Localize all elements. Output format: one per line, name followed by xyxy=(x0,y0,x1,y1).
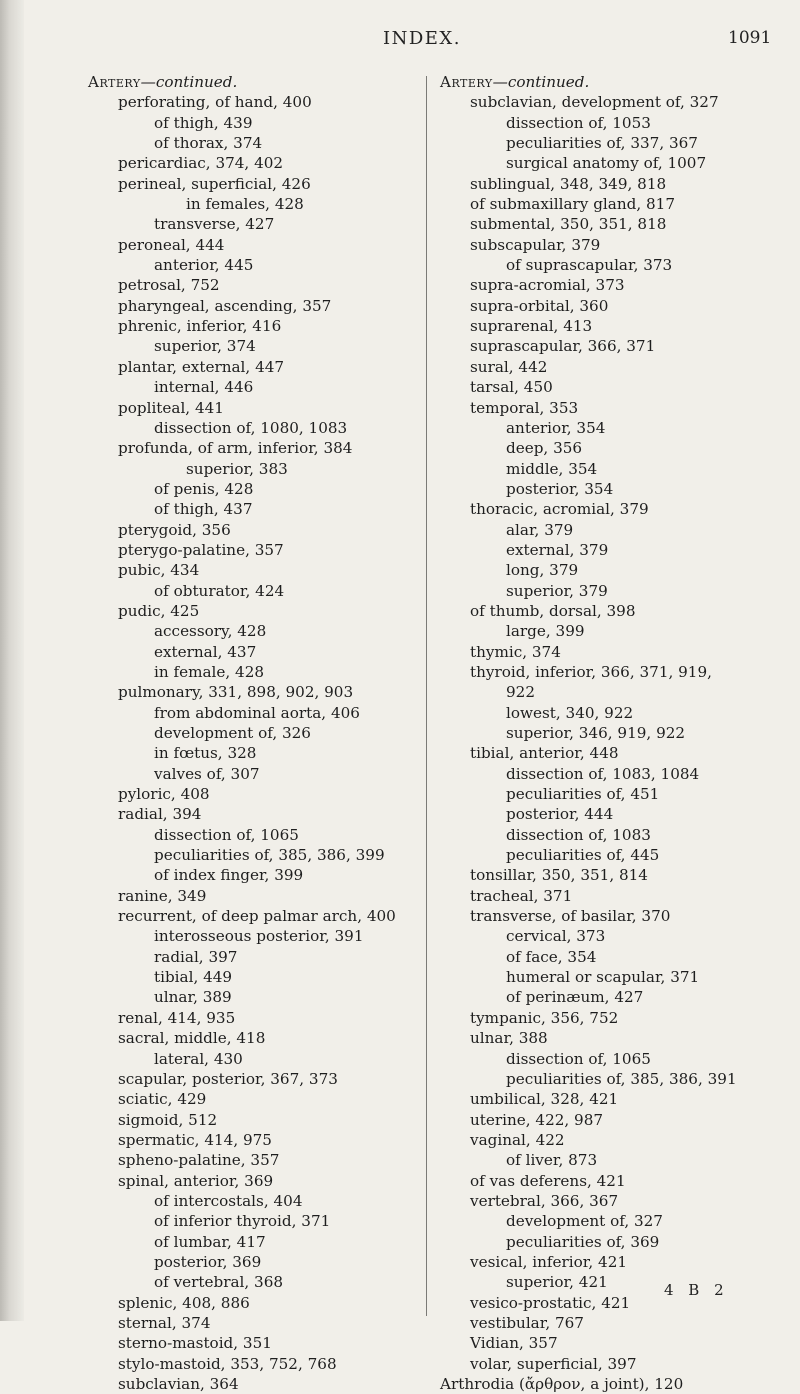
index-entry: splenic, 408, 886 xyxy=(118,1293,250,1312)
index-entry: petrosal, 752 xyxy=(118,276,220,295)
index-entry: peculiarities of, 385, 386, 391 xyxy=(506,1069,737,1088)
index-entry: dissection of, 1083, 1084 xyxy=(506,764,700,783)
index-entry: tibial, anterior, 448 xyxy=(470,744,619,763)
index-entry: of thigh, 439 xyxy=(154,113,253,132)
index-entry: vaginal, 422 xyxy=(470,1130,565,1149)
index-entry: of thumb, dorsal, 398 xyxy=(470,601,636,620)
index-entry: pyloric, 408 xyxy=(118,785,210,804)
right-index-column xyxy=(440,72,785,1394)
index-entry: vestibular, 767 xyxy=(470,1313,584,1332)
index-entry: transverse, of basilar, 370 xyxy=(470,907,671,926)
index-entry: deep, 356 xyxy=(506,439,583,458)
index-entry: of intercostals, 404 xyxy=(154,1191,303,1210)
index-entry: peculiarities of, 385, 386, 399 xyxy=(154,846,385,865)
index-entry: popliteal, 441 xyxy=(118,398,224,417)
index-entry: suprascapular, 366, 371 xyxy=(470,337,656,356)
index-entry: sural, 442 xyxy=(470,357,548,376)
index-entry: lowest, 340, 922 xyxy=(506,703,634,722)
index-entry: middle, 354 xyxy=(506,459,598,478)
index-entry: cervical, 373 xyxy=(506,927,606,946)
index-entry: superior, 379 xyxy=(506,581,608,600)
column-divider xyxy=(426,76,427,1316)
index-entry: recurrent, of deep palmar arch, 400 xyxy=(118,907,396,926)
index-entry: anterior, 445 xyxy=(154,256,254,275)
index-entry: superior, 346, 919, 922 xyxy=(506,724,686,742)
index-entry: peculiarities of, 337, 367 xyxy=(506,134,698,153)
index-entry: spheno-palatine, 357 xyxy=(118,1151,280,1170)
continuation-heading xyxy=(440,72,785,92)
index-entry: renal, 414, 935 xyxy=(118,1008,236,1027)
index-entry: Arthrodia (ἄρθρον, a joint), 120 xyxy=(440,1375,684,1393)
index-entry: tibial, 449 xyxy=(154,968,233,987)
index-entry: of penis, 428 xyxy=(154,479,254,498)
index-entry: profunda, of arm, inferior, 384 xyxy=(118,439,353,458)
index-entry: pharyngeal, ascending, 357 xyxy=(118,296,332,315)
index-entry: of suprascapular, 373 xyxy=(506,256,673,275)
index-entry: peculiarities of, 445 xyxy=(506,846,660,865)
index-entry: posterior, 369 xyxy=(154,1252,262,1271)
index-entry: peroneal, 444 xyxy=(118,235,225,254)
index-entry: surgical anatomy of, 1007 xyxy=(506,154,707,173)
index-entry: tarsal, 450 xyxy=(470,378,553,397)
continuation-heading-note: —continued. xyxy=(140,73,238,91)
index-entry: umbilical, 328, 421 xyxy=(470,1090,619,1109)
index-entry: of submaxillary gland, 817 xyxy=(470,195,675,214)
page-header xyxy=(0,28,800,58)
index-entry: sternal, 374 xyxy=(118,1313,211,1332)
index-entry: anterior, 354 xyxy=(506,418,606,437)
index-entry: of index finger, 399 xyxy=(154,866,304,885)
left-index-column xyxy=(88,72,418,1394)
index-entry: thoracic, acromial, 379 xyxy=(470,500,649,519)
index-entry: temporal, 353 xyxy=(470,398,579,417)
index-entry: posterior, 354 xyxy=(506,479,614,498)
index-entry: thyroid, inferior, 366, 371, 919, xyxy=(470,662,712,681)
index-entry: superior, 374 xyxy=(154,337,256,356)
index-entry: dissection of, 1080, 1083 xyxy=(154,418,348,437)
index-entry: external, 437 xyxy=(154,642,257,661)
printer-signature-mark: 4 B 2 xyxy=(664,1281,729,1299)
index-entry: of perinæum, 427 xyxy=(506,988,644,1007)
index-entry: superior, 421 xyxy=(506,1273,608,1292)
index-entry: valves of, 307 xyxy=(154,764,260,783)
index-entry: lateral, 430 xyxy=(154,1049,243,1068)
index-entry: supra-orbital, 360 xyxy=(470,296,609,315)
index-entry: of obturator, 424 xyxy=(154,581,285,600)
index-entry: pubic, 434 xyxy=(118,561,200,580)
index-entry: pulmonary, 331, 898, 902, 903 xyxy=(118,683,354,702)
index-entry: spinal, anterior, 369 xyxy=(118,1171,274,1190)
index-entry: dissection of, 1065 xyxy=(154,825,299,844)
index-entry: vesico-prostatic, 421 xyxy=(470,1293,631,1312)
index-entry: supra-acromial, 373 xyxy=(470,276,625,295)
index-entry: uterine, 422, 987 xyxy=(470,1110,604,1129)
index-entry: tracheal, 371 xyxy=(470,886,573,905)
index-entry: from abdominal aorta, 406 xyxy=(154,703,360,722)
index-entry: dissection of, 1083 xyxy=(506,825,651,844)
index-entry: of vertebral, 368 xyxy=(154,1273,284,1292)
index-entry: pericardiac, 374, 402 xyxy=(118,154,284,173)
index-entry: ulnar, 389 xyxy=(154,988,232,1007)
index-entry: 922 xyxy=(506,683,535,702)
page-number: 1091 xyxy=(728,28,772,48)
index-entry: dissection of, 1065 xyxy=(506,1049,651,1068)
continuation-heading-term: Artery xyxy=(440,73,493,91)
index-entry: pterygo-palatine, 357 xyxy=(118,540,284,559)
index-entry: of liver, 873 xyxy=(506,1151,598,1170)
continuation-heading-note: —continued. xyxy=(492,73,590,91)
index-entry: phrenic, inferior, 416 xyxy=(118,317,282,336)
index-entry: in female, 428 xyxy=(154,662,265,681)
index-entry: tympanic, 356, 752 xyxy=(470,1008,619,1027)
index-entry: peculiarities of, 451 xyxy=(506,785,660,804)
index-entry: radial, 397 xyxy=(154,947,238,966)
index-entry: ulnar, 388 xyxy=(470,1029,548,1048)
index-entry: long, 379 xyxy=(506,561,579,580)
index-entry: transverse, 427 xyxy=(154,215,275,234)
index-entry: pterygoid, 356 xyxy=(118,520,231,539)
index-entry: sublingual, 348, 349, 818 xyxy=(470,174,667,193)
continuation-heading-term: Artery xyxy=(88,73,141,91)
index-entry: pudic, 425 xyxy=(118,601,200,620)
index-entry: perforating, of hand, 400 xyxy=(118,93,312,112)
index-entry: of thigh, 437 xyxy=(154,500,253,519)
index-entry: posterior, 444 xyxy=(506,805,614,824)
index-entry: subclavian, 364 xyxy=(118,1375,239,1393)
index-entry: interosseous posterior, 391 xyxy=(154,927,364,946)
index-entry: radial, 394 xyxy=(118,805,202,824)
index-entry: alar, 379 xyxy=(506,520,574,539)
index-entry: accessory, 428 xyxy=(154,622,267,641)
index-entry: in fœtus, 328 xyxy=(154,744,257,763)
index-entry: volar, superficial, 397 xyxy=(470,1354,637,1373)
index-entry: of inferior thyroid, 371 xyxy=(154,1212,331,1231)
index-entry: of vas deferens, 421 xyxy=(470,1171,626,1190)
index-entry: tonsillar, 350, 351, 814 xyxy=(470,866,648,885)
index-entry: vesical, inferior, 421 xyxy=(470,1252,628,1271)
index-entry: suprarenal, 413 xyxy=(470,317,593,336)
continuation-heading xyxy=(88,72,418,92)
index-entry: vertebral, 366, 367 xyxy=(470,1191,619,1210)
index-entry: subscapular, 379 xyxy=(470,235,601,254)
index-entry: sciatic, 429 xyxy=(118,1090,207,1109)
index-entry: ranine, 349 xyxy=(118,886,207,905)
index-entry: peculiarities of, 369 xyxy=(506,1232,660,1251)
index-entry: Vidian, 357 xyxy=(470,1334,558,1353)
index-entry: development of, 327 xyxy=(506,1212,663,1231)
page-gutter-shadow xyxy=(0,0,24,1321)
index-entry: development of, 326 xyxy=(154,724,311,742)
index-entry: submental, 350, 351, 818 xyxy=(470,215,667,234)
index-entry: superior, 383 xyxy=(186,459,288,478)
index-entry: of lumbar, 417 xyxy=(154,1232,266,1251)
index-entry: sterno-mastoid, 351 xyxy=(118,1334,272,1353)
index-entry: internal, 446 xyxy=(154,378,254,397)
index-entry: scapular, posterior, 367, 373 xyxy=(118,1069,338,1088)
index-entry: humeral or scapular, 371 xyxy=(506,968,700,987)
index-entry: subclavian, development of, 327 xyxy=(470,93,719,112)
index-entry: spermatic, 414, 975 xyxy=(118,1130,272,1149)
index-entry: sacral, middle, 418 xyxy=(118,1029,266,1048)
index-entry: thymic, 374 xyxy=(470,642,561,661)
index-entry: plantar, external, 447 xyxy=(118,357,285,376)
index-entry: of face, 354 xyxy=(506,947,597,966)
index-entry: in females, 428 xyxy=(186,195,304,214)
index-entry: of thorax, 374 xyxy=(154,134,263,153)
index-entry: perineal, superficial, 426 xyxy=(118,174,311,193)
index-entry: large, 399 xyxy=(506,622,585,641)
index-entry: external, 379 xyxy=(506,540,609,559)
running-title: INDEX. xyxy=(383,28,461,49)
index-entry: stylo-mastoid, 353, 752, 768 xyxy=(118,1354,337,1373)
index-entry: sigmoid, 512 xyxy=(118,1110,218,1129)
index-entry: dissection of, 1053 xyxy=(506,113,651,132)
